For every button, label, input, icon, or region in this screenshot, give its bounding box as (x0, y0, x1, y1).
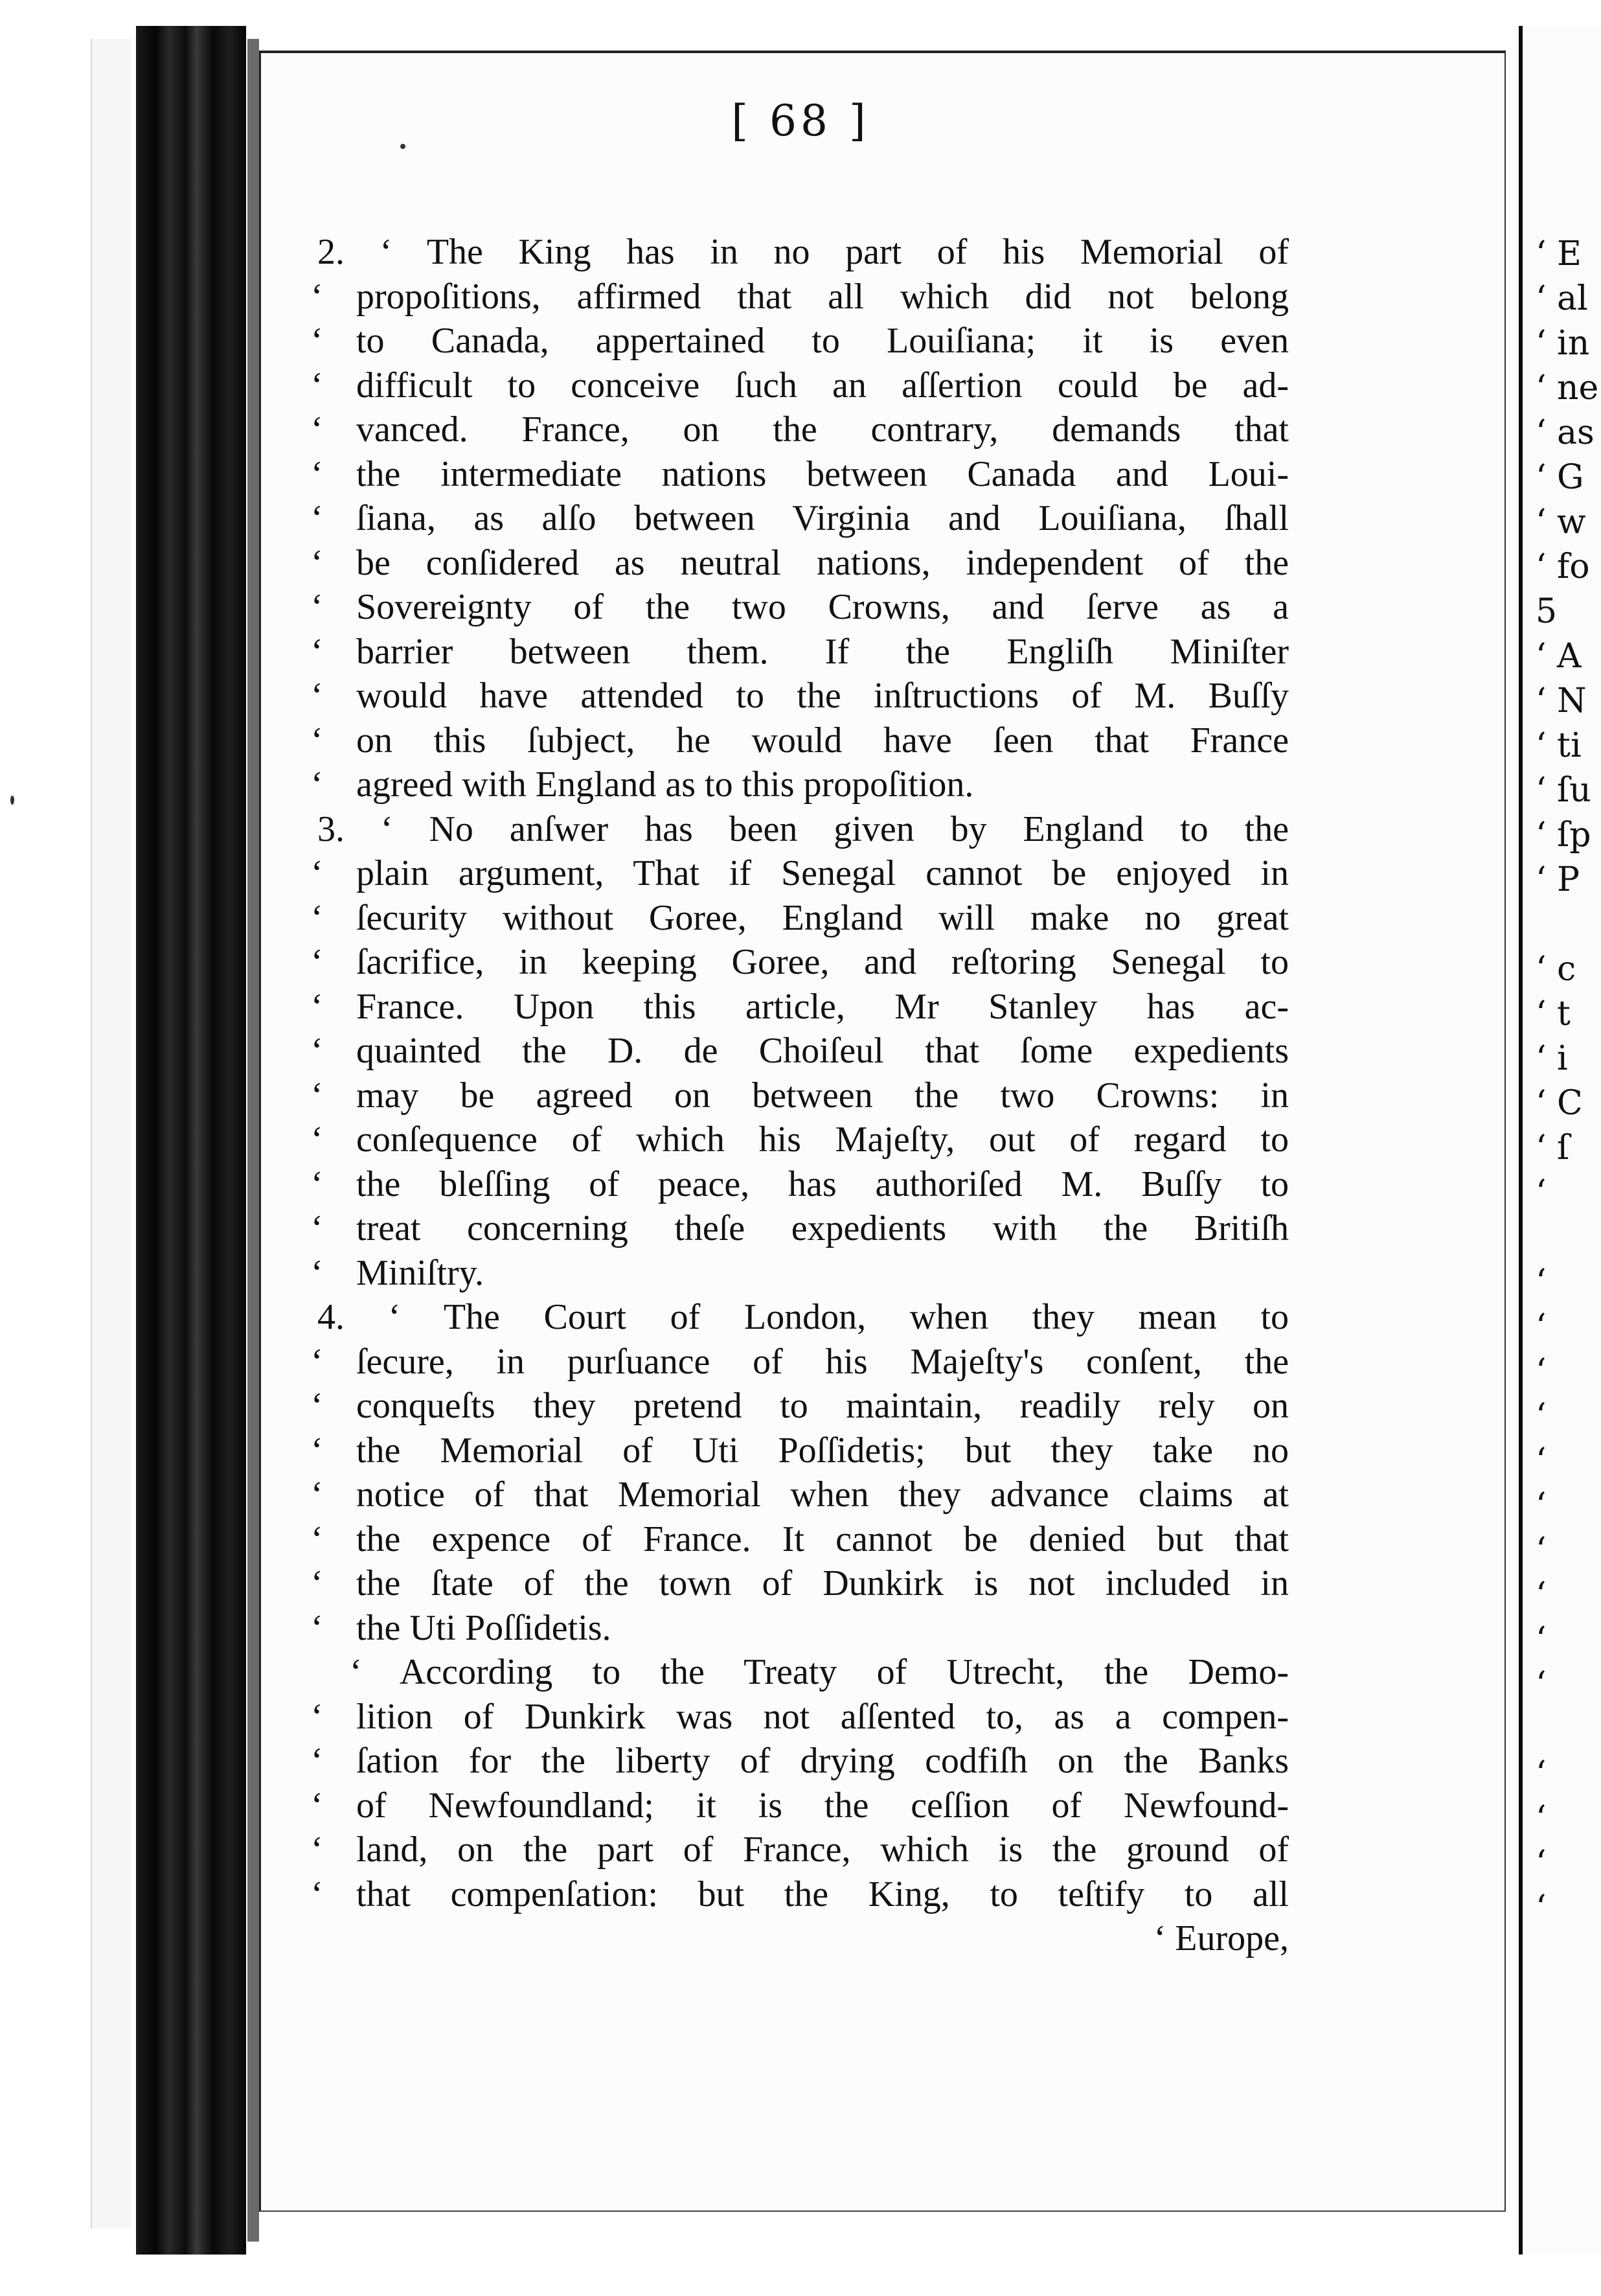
quote-mark: ‘ (311, 1386, 323, 1426)
next-page-fragment: ‘ (1536, 1844, 1547, 1883)
text-line (311, 1517, 1490, 1561)
quote-mark: ‘ (311, 853, 323, 893)
next-page-fragment: ‘ ſp (1536, 816, 1591, 855)
quote-mark: ‘ (311, 365, 323, 406)
next-page-fragment: ‘ ti (1536, 726, 1582, 765)
line-text: ſation for the liberty of drying codfiſh on the Banks (356, 1741, 1289, 1781)
text-line (311, 1606, 1490, 1650)
line-text: conqueſts they pretend to maintain, readily rely on (356, 1386, 1289, 1426)
line-text: would have attended to the inſtructions of M. Buſſy (356, 676, 1289, 716)
line-text: Miniſtry. (356, 1252, 484, 1293)
line-text: land, on the part of France, which is the ground of (356, 1830, 1289, 1870)
quote-mark: ‘ (311, 276, 323, 317)
text-line (311, 452, 1490, 496)
line-text: the ſtate of the town of Dunkirk is not included in (356, 1563, 1289, 1603)
line-text: ſecurity without Goree, England will make no great (356, 897, 1289, 938)
next-page-fragment: ‘ ne (1536, 369, 1599, 408)
next-page-fragment: ‘ (1536, 1665, 1547, 1704)
text-line (311, 1650, 1490, 1694)
next-page-fragment: ‘ (1536, 1620, 1547, 1659)
line-text: 2. ‘ The King has in no part of his Memorial of (317, 232, 1289, 272)
quote-mark: ‘ (311, 1475, 323, 1515)
text-line (311, 674, 1490, 718)
line-text: vanced. France, on the contrary, demands that (356, 409, 1289, 450)
next-page-fragment: ‘ (1536, 1263, 1547, 1302)
line-text: treat concerning theſe expedients with the Britiſh (356, 1208, 1289, 1248)
line-text: ſiana, as alſo between Virginia and Louiſiana, ſhall (356, 498, 1289, 538)
text-line (311, 408, 1490, 452)
quote-mark: ‘ (311, 897, 323, 938)
line-text: on this ſubject, he would have ſeen that France (356, 720, 1289, 761)
quote-mark: ‘ (311, 587, 323, 627)
next-page-fragment: ‘ (1536, 1486, 1547, 1525)
text-line (311, 1872, 1490, 1916)
text-line (311, 496, 1490, 540)
ink-speck (400, 144, 405, 149)
next-page-fragment: ‘ as (1536, 413, 1595, 452)
line-text: quainted the D. de Choiſeul that ſome expedients (356, 1031, 1289, 1071)
next-page-fragment: ‘ (1536, 1173, 1547, 1212)
next-page-fragment: ‘ ſ (1536, 1129, 1570, 1167)
quote-mark: ‘ (311, 498, 323, 538)
text-line (311, 363, 1490, 408)
text-line (311, 940, 1490, 984)
text-line (311, 1429, 1490, 1473)
next-page-fragment: 5 (1536, 592, 1558, 631)
quote-mark: ‘ (311, 409, 323, 450)
text-line (311, 585, 1490, 629)
line-text: to Canada, appertained to Louiſiana; it is even (356, 321, 1289, 361)
quote-mark: ‘ (311, 542, 323, 583)
line-text: the Memorial of Uti Poſſidetis; but they take no (356, 1430, 1289, 1471)
next-page-fragment: ‘ E (1536, 235, 1582, 273)
quote-mark: ‘ (311, 1119, 323, 1160)
next-page-fragment: ‘ in (1536, 324, 1590, 363)
text-line (311, 1784, 1490, 1828)
line-text: ſecure, in purſuance of his Majeſty's conſent, the (356, 1341, 1289, 1382)
line-text: agreed with England as to this propoſition. (356, 764, 974, 805)
next-page-fragment: ‘ N (1536, 682, 1587, 720)
text-line (311, 1118, 1490, 1162)
ink-speck (10, 796, 14, 805)
text-line (311, 319, 1490, 363)
quote-mark: ‘ (311, 1785, 323, 1826)
page-number: [ 68 ] (731, 96, 870, 146)
line-text: ‘ Europe, (1153, 1918, 1289, 1958)
quote-mark: ‘ (311, 1830, 323, 1870)
next-page-fragment: ‘ (1536, 1531, 1547, 1570)
line-text: France. Upon this article, Mr Stanley has ac- (356, 986, 1289, 1027)
text-line (311, 230, 1490, 274)
text-line (311, 1295, 1490, 1339)
next-page-fragment: ‘ (1536, 1397, 1547, 1436)
quote-mark: ‘ (311, 1164, 323, 1204)
quote-mark: ‘ (311, 1696, 323, 1737)
next-page-fragment: ‘ al (1536, 279, 1588, 318)
text-line (311, 807, 1490, 851)
next-page-fragment: ‘ (1536, 1352, 1547, 1391)
line-text: the bleſſing of peace, has authoriſed M. Buſſy to (356, 1164, 1289, 1204)
line-text: difficult to conceive ſuch an aſſertion could be ad- (356, 365, 1289, 406)
next-page-fragment: ‘ C (1536, 1084, 1583, 1123)
text-line (311, 1828, 1490, 1872)
quote-mark: ‘ (311, 1031, 323, 1071)
next-page-fragment: ‘ fo (1536, 547, 1590, 586)
text-line (311, 1029, 1490, 1073)
text-line (311, 1162, 1490, 1206)
text-line (311, 985, 1490, 1029)
line-text: the intermediate nations between Canada and Loui- (356, 453, 1289, 494)
line-text: propoſitions, affirmed that all which did not belong (356, 276, 1289, 317)
binding-gutter (247, 39, 259, 2242)
line-text: 4. ‘ The Court of London, when they mean to (317, 1297, 1289, 1337)
quote-mark: ‘ (311, 764, 323, 805)
quote-mark: ‘ (311, 631, 323, 672)
binding-shadow (136, 26, 246, 2255)
next-page-fragment: ‘ A (1536, 637, 1582, 676)
quote-mark: ‘ (311, 1741, 323, 1781)
text-line (311, 630, 1490, 674)
text-line (311, 896, 1490, 940)
line-text: that compenſation: but the King, to teſtify to all (356, 1874, 1289, 1914)
next-page-fragment: ‘ (1536, 1441, 1547, 1480)
text-line (311, 763, 1490, 807)
line-text: notice of that Memorial when they advance claims at (356, 1475, 1289, 1515)
next-page-fragment: ‘ (1536, 1888, 1547, 1927)
quote-mark: ‘ (311, 720, 323, 761)
line-text: be conſidered as neutral nations, independent of the (356, 542, 1289, 583)
quote-mark: ‘ (311, 1519, 323, 1559)
line-text: may be agreed on between the two Crowns: in (356, 1075, 1289, 1116)
line-text: conſequence of which his Majeſty, out of regard to (356, 1119, 1289, 1160)
line-text: the Uti Poſſidetis. (356, 1607, 611, 1648)
quote-mark: ‘ (311, 1208, 323, 1248)
next-page-fragment: ‘ G (1536, 458, 1584, 497)
line-text: 3. ‘ No anſwer has been given by England to the (317, 809, 1289, 849)
next-page-fragment: ‘ (1536, 1799, 1547, 1838)
quote-mark: ‘ (311, 1252, 323, 1293)
text-line (311, 1916, 1490, 1960)
page-edges (91, 39, 131, 2229)
quote-mark: ‘ (311, 676, 323, 716)
line-text: plain argument, That if Senegal cannot be enjoyed in (356, 853, 1289, 893)
next-page-fragment: ‘ (1536, 1754, 1547, 1793)
line-text: ‘ According to the Treaty of Utrecht, the Demo- (350, 1652, 1289, 1692)
text-line (311, 851, 1490, 895)
page-text (311, 0, 1490, 2296)
next-page-fragment: ‘ w (1536, 503, 1586, 542)
next-page-fragment: ‘ i (1536, 1039, 1568, 1078)
text-line (311, 1561, 1490, 1605)
next-page-fragment: ‘ (1536, 1576, 1547, 1614)
line-text: lition of Dunkirk was not aſſented to, as a compen- (356, 1696, 1289, 1737)
next-page-fragment: ‘ t (1536, 994, 1571, 1033)
line-text: Sovereignty of the two Crowns, and ſerve as a (356, 587, 1289, 627)
text-line (311, 1206, 1490, 1250)
text-line (311, 275, 1490, 319)
next-page-fragment: ‘ P (1536, 860, 1580, 899)
line-text: the expence of France. It cannot be denied but that (356, 1519, 1289, 1559)
quote-mark: ‘ (311, 453, 323, 494)
quote-mark: ‘ (311, 986, 323, 1027)
quote-mark: ‘ (311, 1607, 323, 1648)
next-page-edge (1519, 26, 1601, 2255)
text-line (311, 1073, 1490, 1118)
quote-mark: ‘ (311, 1075, 323, 1116)
text-line (311, 1340, 1490, 1384)
text-line (311, 1695, 1490, 1739)
quote-mark: ‘ (311, 1341, 323, 1382)
line-text: of Newfoundland; it is the ceſſion of Newfound- (356, 1785, 1289, 1826)
next-page-fragment: ‘ ſu (1536, 771, 1591, 810)
text-line (311, 1384, 1490, 1428)
text-line (311, 1251, 1490, 1295)
next-page-fragment: ‘ c (1536, 950, 1576, 989)
text-line (311, 1739, 1490, 1783)
text-line (311, 1473, 1490, 1517)
quote-mark: ‘ (311, 942, 323, 982)
line-text: ſacrifice, in keeping Goree, and reſtoring Senegal to (356, 942, 1289, 982)
text-line (311, 541, 1490, 585)
quote-mark: ‘ (311, 1563, 323, 1603)
quote-mark: ‘ (311, 321, 323, 361)
next-page-fragment: ‘ (1536, 1307, 1547, 1346)
quote-mark: ‘ (311, 1430, 323, 1471)
quote-mark: ‘ (311, 1874, 323, 1914)
text-line (311, 718, 1490, 763)
line-text: barrier between them. If the Engliſh Miniſter (356, 631, 1289, 672)
